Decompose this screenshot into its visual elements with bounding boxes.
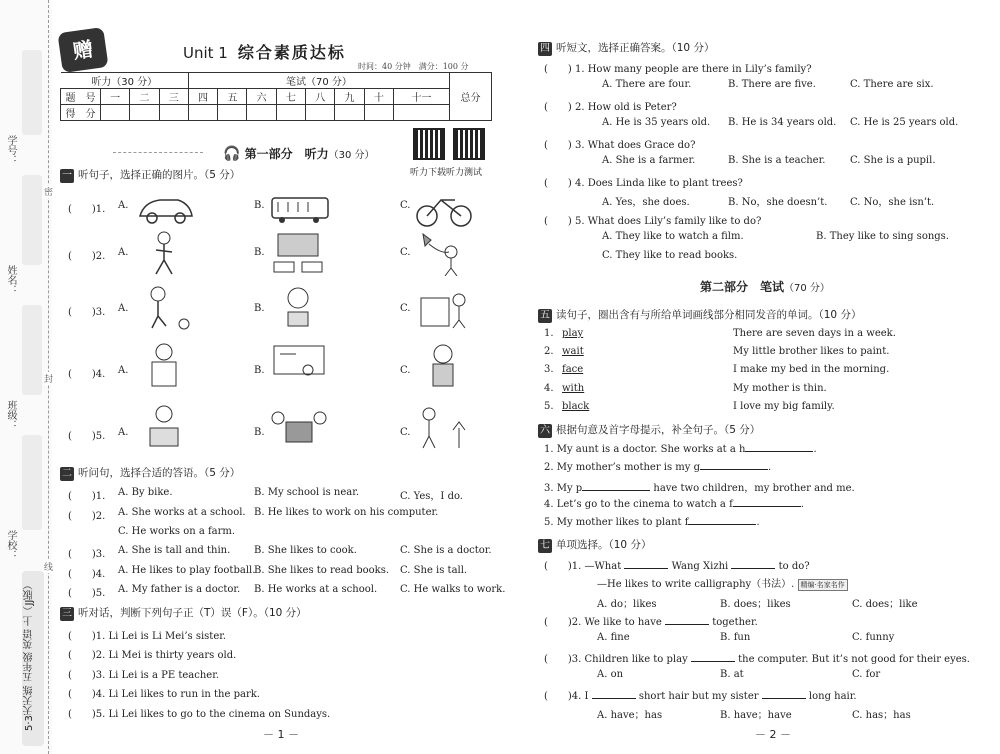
option-c: C. has；has: [852, 710, 911, 721]
option-b: B.: [254, 365, 265, 376]
option-b: B.: [254, 200, 265, 211]
option-a: A. have；has: [597, 710, 663, 721]
source-stamp: 精编·名家名作: [798, 579, 848, 591]
score-cell[interactable]: [188, 105, 217, 121]
option-a: A. on: [597, 669, 624, 680]
option-a: A.: [118, 247, 129, 258]
row-label: 题 号: [61, 89, 101, 105]
option-a: A. My father is a doctor.: [118, 584, 241, 595]
choice-question[interactable]: ( )2. We like to have together.: [544, 617, 758, 628]
answer-blank[interactable]: [688, 516, 756, 525]
option-b: B. He likes to work on his computer.: [254, 507, 439, 518]
seal-mark: 线: [44, 560, 53, 573]
col-header: 一: [101, 89, 130, 105]
option-a: A. He is 35 years old.: [602, 117, 711, 128]
target-word: face: [562, 364, 584, 375]
option-b: B. He works at a school.: [254, 584, 378, 595]
seal-mark: 密: [44, 185, 53, 198]
option-a: A. He likes to play football.: [118, 565, 256, 576]
fill-blank-item[interactable]: 5. My mother likes to plant f .: [544, 517, 760, 528]
choice-question[interactable]: ( )3. Children like to play the computer. But it’s not good for their eyes.: [544, 654, 970, 665]
option-a: A. There are four.: [602, 79, 692, 90]
choice-question[interactable]: ( )1. —What Wang Xizhi to do?: [544, 561, 810, 572]
qr-code[interactable]: [413, 128, 445, 160]
score-cell[interactable]: [364, 105, 393, 121]
answer-blank[interactable]: [745, 443, 813, 452]
tf-question[interactable]: ( )5. Li Lei likes to go to the cinema on Sundays.: [68, 709, 331, 720]
class-label: 班级：: [5, 400, 16, 430]
score-table: [60, 72, 492, 121]
walking-person-picture: [134, 230, 196, 276]
sentence[interactable]: I make my bed in the morning.: [733, 364, 890, 375]
sentence[interactable]: My little brother likes to paint.: [733, 346, 890, 357]
option-a: A.: [118, 303, 129, 314]
section-title: 读句子，圈出含有与所给单词画线部分相同发音的单词。（10 分）: [556, 309, 862, 321]
sentence[interactable]: There are seven days in a week.: [733, 328, 896, 339]
student-id-box[interactable]: [22, 50, 42, 135]
school-box[interactable]: [22, 435, 42, 530]
question[interactable]: ( ) 5. What does Lily’s family like to do?: [544, 216, 762, 227]
option-b: B. have；have: [720, 710, 792, 721]
girl-kite-picture: [413, 230, 475, 276]
binding-sidebar: [0, 0, 52, 754]
listening-header: 听力（30 分）: [61, 73, 189, 89]
question[interactable]: ( ) 2. How old is Peter?: [544, 102, 677, 113]
right-page: [530, 0, 970, 754]
option-a: A. They like to watch a film.: [602, 231, 744, 242]
score-cell[interactable]: [306, 105, 335, 121]
section-7-heading: [538, 537, 651, 553]
section-title: 听对话，判断下列句子正（T）误（F）。（10 分）: [78, 607, 307, 619]
score-cell[interactable]: [247, 105, 276, 121]
section-1-heading: [60, 167, 240, 183]
question[interactable]: ( ) 1. How many people are there in Lily’s family?: [544, 64, 812, 75]
section-number: 五: [540, 310, 550, 321]
option-a: A.: [118, 200, 129, 211]
option-b: B. There are five.: [728, 79, 816, 90]
name-box[interactable]: [22, 175, 42, 265]
option-c: C.: [400, 303, 411, 314]
part1-title: 第一部分 听力: [244, 147, 329, 161]
fill-blank-item[interactable]: 4. Let’s go to the cinema to watch a f .: [544, 499, 804, 510]
score-cell[interactable]: [101, 105, 130, 121]
question-number[interactable]: ( )5.: [68, 588, 106, 599]
target-word: black: [562, 401, 590, 412]
car-picture: [134, 186, 196, 232]
option-b: B. He is 34 years old.: [728, 117, 837, 128]
section-title: 根据句意及首字母提示，补全句子。（5 分）: [556, 424, 761, 436]
page-title: [183, 40, 346, 63]
option-c: C. Yes，I do.: [400, 491, 463, 502]
qr-label: 听力下载听力测试: [410, 168, 483, 178]
tf-question[interactable]: ( )2. Li Mei is thirty years old.: [68, 650, 237, 661]
option-c: C.: [400, 427, 411, 438]
option-a: A. do；likes: [597, 599, 657, 610]
col-header: 二: [130, 89, 159, 105]
answer-blank[interactable]: [700, 461, 768, 470]
part1-score: （30 分）: [328, 150, 375, 161]
boy-football-picture: [134, 284, 196, 330]
question-number[interactable]: ( )4.: [68, 569, 106, 580]
option-c: C. She is a doctor.: [400, 545, 492, 556]
option-b: B. She likes to cook.: [254, 545, 357, 556]
page-number: － 1 －: [263, 728, 299, 741]
question[interactable]: ( ) 3. What does Grace do?: [544, 140, 696, 151]
item-number: 4.: [544, 383, 554, 394]
test-title: 综合素质达标: [237, 43, 346, 62]
item-number: 5.: [544, 401, 554, 412]
option-c: C. does；like: [852, 599, 918, 610]
bus-picture: [268, 186, 330, 232]
col-header: 三: [159, 89, 188, 105]
family-tv-picture: [268, 404, 330, 450]
answer-blank[interactable]: [624, 560, 668, 569]
time-info: 时间：40 分钟 满分：100 分: [358, 62, 469, 71]
answer-blank[interactable]: [733, 498, 801, 507]
section-number: 四: [540, 43, 550, 54]
section-number: 六: [540, 425, 550, 436]
section-6-heading: [538, 422, 760, 438]
qr-code[interactable]: [453, 128, 485, 160]
score-cell[interactable]: [159, 105, 188, 121]
section-2-heading: [60, 465, 240, 481]
option-b: B. My school is near.: [254, 487, 360, 498]
target-word: wait: [562, 346, 584, 357]
col-header: 四: [188, 89, 217, 105]
option-c: C. He walks to work.: [400, 584, 506, 595]
option-b: B. She likes to read books.: [254, 565, 390, 576]
option-c: C.: [400, 247, 411, 258]
col-header: 六: [247, 89, 276, 105]
fill-blank-item[interactable]: 1. My aunt is a doctor. She works at a h .: [544, 444, 817, 455]
option-a: A. She is a farmer.: [602, 155, 696, 166]
option-a: A.: [118, 427, 129, 438]
option-c: C.: [400, 200, 411, 211]
section-title: 听问句，选择合适的答语。（5 分）: [78, 467, 241, 479]
option-b: B. does；likes: [720, 599, 791, 610]
option-c: C. She is a pupil.: [850, 155, 936, 166]
score-cell[interactable]: [130, 105, 159, 121]
col-header: 七: [276, 89, 305, 105]
answer-blank[interactable]: [665, 616, 709, 625]
planting-trees-picture: [413, 404, 475, 450]
teacher-picture: [268, 342, 330, 388]
option-b: B.: [254, 427, 265, 438]
section-title: 听短文，选择正确答案。（10 分）: [556, 42, 715, 54]
question-number[interactable]: ( )2.: [68, 251, 106, 262]
gift-badge: 赠: [57, 27, 108, 73]
option-b: B. She is a teacher.: [728, 155, 826, 166]
section-number: 三: [62, 608, 72, 619]
part2-title: 第二部分 笔试: [700, 280, 785, 294]
tf-question[interactable]: ( )4. Li Lei likes to run in the park.: [68, 689, 260, 700]
sentence[interactable]: My mother is thin.: [733, 383, 827, 394]
score-cell[interactable]: [393, 105, 449, 121]
option-c: C. No，she isn’t.: [850, 197, 935, 208]
firefighter-picture: [413, 342, 475, 388]
option-a: A. Yes，she does.: [602, 197, 690, 208]
option-c: C. There are six.: [850, 79, 934, 90]
item-number: 3.: [544, 364, 554, 375]
part2-heading: [700, 278, 830, 295]
class-box[interactable]: [22, 305, 42, 395]
question-number[interactable]: ( )3.: [68, 307, 106, 318]
col-header: 五: [218, 89, 247, 105]
section-title: 听句子，选择正确的图片。（5 分）: [78, 169, 241, 181]
question-number[interactable]: ( )1.: [68, 491, 106, 502]
answer-blank[interactable]: [731, 560, 775, 569]
target-word: play: [562, 328, 584, 339]
tf-question[interactable]: ( )3. Li Lei is a PE teacher.: [68, 670, 220, 681]
total-header: 总分: [450, 73, 492, 121]
question-number[interactable]: ( )2.: [68, 511, 106, 522]
option-c: C. for: [852, 669, 881, 680]
answer-blank[interactable]: [762, 690, 806, 699]
girl-reading-picture: [268, 284, 330, 330]
col-header: 十: [364, 89, 393, 105]
option-a: A.: [118, 365, 129, 376]
section-title: 单项选择。（10 分）: [556, 539, 652, 551]
seal-mark: 封: [44, 372, 53, 385]
bicycle-picture: [413, 186, 475, 232]
unit-label: Unit 1: [183, 44, 228, 62]
headphone-icon: 🎧: [223, 146, 241, 162]
option-b: B.: [254, 303, 265, 314]
option-b: B. They like to sing songs.: [816, 231, 949, 242]
option-c: C.: [400, 365, 411, 376]
question-number[interactable]: ( )1.: [68, 204, 106, 215]
classroom-picture: [268, 230, 330, 276]
student-id-label: 学号：: [5, 135, 16, 165]
answer-blank[interactable]: [582, 482, 650, 491]
choice-question[interactable]: ( )4. I short hair but my sister long hair.: [544, 691, 857, 702]
page-number: － 2 －: [755, 728, 791, 741]
score-cell[interactable]: [335, 105, 364, 121]
sentence[interactable]: I love my big family.: [733, 401, 835, 412]
fill-blank-item[interactable]: 3. My p have two children，my brother and me.: [544, 483, 855, 494]
section-number: 二: [62, 468, 72, 479]
writing-header: 笔试（70 分）: [188, 73, 449, 89]
item-number: 2.: [544, 346, 554, 357]
col-header: 十一: [393, 89, 449, 105]
option-b: B. No，she doesn’t.: [728, 197, 828, 208]
item-number: 1.: [544, 328, 554, 339]
name-label: 姓名：: [5, 265, 16, 295]
tf-question[interactable]: ( )1. Li Lei is Li Mei’s sister.: [68, 631, 227, 642]
section-4-heading: [538, 40, 714, 56]
section-number: 七: [540, 540, 550, 551]
answer-blank[interactable]: [592, 690, 636, 699]
part2-score: （70 分）: [784, 283, 830, 294]
option-c: C. He works on a farm.: [118, 526, 236, 537]
option-c: C. They like to read books.: [602, 250, 738, 261]
girl-book-picture: [134, 404, 196, 450]
answer-blank[interactable]: [691, 653, 735, 662]
option-a: A. fine: [597, 632, 630, 643]
doctor-picture: [134, 342, 196, 388]
option-c: C. He is 25 years old.: [850, 117, 959, 128]
question-number[interactable]: ( )5.: [68, 431, 106, 442]
col-header: 九: [335, 89, 364, 105]
book-brand: 5·3天天练 五年级 英语 上（JJ版）: [22, 571, 44, 746]
section-5-heading: [538, 307, 861, 323]
section-3-heading: [60, 605, 307, 621]
option-a: A. By bike.: [118, 487, 173, 498]
option-c: C. funny: [852, 632, 895, 643]
option-b: B. at: [720, 669, 744, 680]
col-header: 八: [306, 89, 335, 105]
option-b: B. fun: [720, 632, 751, 643]
score-cell[interactable]: [276, 105, 305, 121]
row-label: 得 分: [61, 105, 101, 121]
left-page: [58, 0, 506, 754]
option-a: A. She is tall and thin.: [118, 545, 231, 556]
target-word: with: [562, 383, 585, 394]
question-number[interactable]: ( )3.: [68, 549, 106, 560]
section-number: 一: [62, 170, 72, 181]
option-b: B.: [254, 247, 265, 258]
question[interactable]: ( ) 4. Does Linda like to plant trees?: [544, 178, 743, 189]
question-number[interactable]: ( )4.: [68, 369, 106, 380]
part1-heading: [223, 145, 375, 162]
score-cell[interactable]: [218, 105, 247, 121]
option-c: C. She is tall.: [400, 565, 468, 576]
question-line: —He likes to write calligraphy（书法）. 精编·名家名作: [597, 575, 848, 591]
fill-blank-item[interactable]: 2. My mother’s mother is my g .: [544, 462, 772, 473]
girl-piano-picture: [413, 284, 475, 330]
option-a: A. She works at a school.: [118, 507, 246, 518]
school-label: 学校：: [5, 530, 16, 560]
